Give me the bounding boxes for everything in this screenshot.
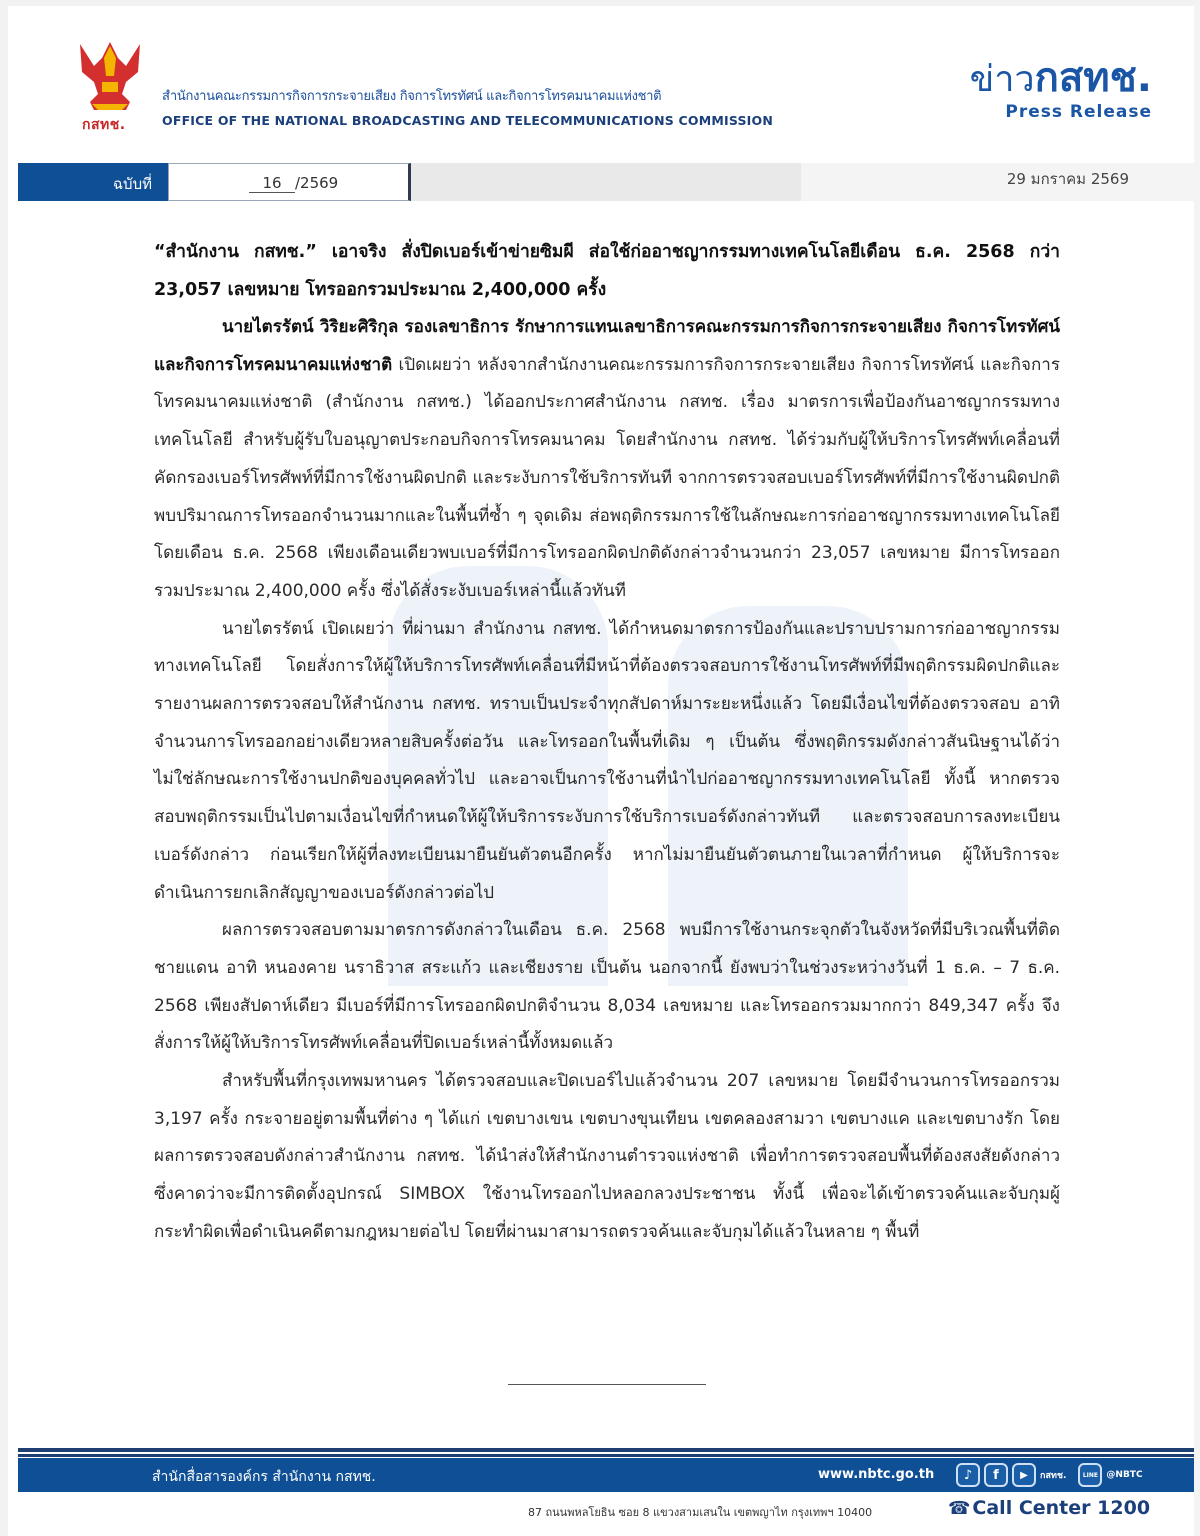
paragraph-2: นายไตรรัตน์ เปิดเผยว่า ที่ผ่านมา สำนักงาน กสทช. ได้กำหนดมาตรการป้องกันและปราบปรามการก่ออาชญากรรมทางเทคโนโลยี โดยสั่งการให้ผู้ให้บริการโทรศัพท์เคลื่อนที่มีหน้าที่ต้องตรวจสอบการใช้งานโทรศัพท์ที่มีพฤติกรรมผิดปกติและรายงานผลการตรวจสอบให้สำนักงาน กสทช. ทราบเป็นประจำทุกสัปดาห์มาระยะหนึ่งแล้ว โดยมีเงื่อนไขที่ต้องตรวจสอบ อาทิ จำนวนการโทรออกอย่างเดียวหลายสิบครั้งต่อวัน และโทรออกในพื้นที่เดิม ๆ เป็นต้น ซึ่งพฤติกรรมดังกล่าวสันนิษฐานได้ว่าไม่ใช่ลักษณะการใช้งานปกติของบุคคลทั่วไป และอาจเป็นการใช้งานที่นำไปก่ออาชญากรรมทางเทคโนโลยี ทั้งนี้ หากตรวจสอบพฤติกรรมเป็นไปตามเงื่อนไขที่กำหนดให้ผู้ให้บริการระงับการใช้บริการเบอร์ดังกล่าวทันที และตรวจสอบการลงทะเบียนเบอร์ดังกล่าว ก่อนเรียกให้ผู้ที่ลงทะเบียนมายืนยันตัวตนอีกครั้ง หากไม่มายืนยันตัวตนภายในเวลาที่กำหนด ผู้ให้บริการจะดำเนินการยกเลิกสัญญาของเบอร์ดังกล่าวต่อไป xyxy=(154,618,1060,903)
paragraph-3: ผลการตรวจสอบตามมาตรการดังกล่าวในเดือน ธ.ค. 2568 พบมีการใช้งานกระจุกตัวในจังหวัดที่มีบริเวณพื้นที่ติดชายแดน อาทิ หนองคาย นราธิวาส สระแก้ว และเชียงราย เป็นต้น นอกจากนี้ ยังพบว่าในช่วงระหว่างวันที่ 1 ธ.ค. – 7 ธ.ค. 2568 เพียงสัปดาห์เดียว มีเบอร์ที่มีการโทรออกผิดปกติจำนวน 8,034 เลขหมาย และโทรออกรวมมากกว่า 849,347 ครั้ง จึงสั่งการให้ผู้ให้บริการโทรศัพท์เคลื่อนที่ปิดเบอร์เหล่านี้ทั้งหมดแล้ว xyxy=(154,920,1060,1054)
website-link[interactable]: www.nbtc.go.th xyxy=(818,1467,935,1482)
call-center-number: 1200 xyxy=(1097,1497,1151,1519)
issue-number xyxy=(249,174,338,193)
issue-date: 29 มกราคม 2569 xyxy=(1006,170,1129,188)
issue-label-box xyxy=(18,163,168,201)
end-divider xyxy=(508,1384,706,1385)
brand-prefix: ข่าว xyxy=(969,59,1035,100)
paragraph-4: สำหรับพื้นที่กรุงเทพมหานคร ได้ตรวจสอบและปิดเบอร์ไปแล้วจำนวน 207 เลขหมาย โดยมีจำนวนการโทรออกรวม 3,197 ครั้ง กระจายอยู่ตามพื้นที่ต่าง ๆ ได้แก่ เขตบางเขน เขตบางขุนเทียน เขตคลองสามวา เขตบางแค และเขตบางรัก โดยผลการตรวจสอบดังกล่าวสำนักงาน กสทช. ได้นำส่งให้สำนักงานตำรวจแห่งชาติ เพื่อทำการตรวจสอบพื้นที่ต้องสงสัยดังกล่าวซึ่งคาดว่าจะมีการติดตั้งอุปกรณ์ SIMBOX ใช้งานโทรออกไปหลอกลวงประชาชน ทั้งนี้ เพื่อจะได้เข้าตรวจค้นและจับกุมผู้กระทำผิดเพื่อดำเนินคดีตามกฎหมายต่อไป โดยที่ผ่านมาสามารถตรวจค้นและจับกุมได้แล้วในหลาย ๆ พื้นที่ xyxy=(154,1071,1060,1242)
brand-name: กสทช. xyxy=(1034,55,1152,101)
brand-title xyxy=(969,55,1152,101)
logo-label: กสทช. xyxy=(82,117,126,133)
footer-bar xyxy=(18,1458,1194,1492)
social-links xyxy=(956,1462,1151,1488)
call-center xyxy=(948,1497,1150,1519)
line-handle: @NBTC xyxy=(1106,1470,1143,1480)
brand-subtitle: Press Release xyxy=(1005,102,1152,122)
org-name-english: OFFICE OF THE NATIONAL BROADCASTING AND TELECOMMUNICATIONS COMMISSION xyxy=(162,113,774,128)
footer-org: สำนักสื่อสารองค์กร สำนักงาน กสทช. xyxy=(152,1469,376,1485)
letterhead xyxy=(8,6,1200,156)
facebook-icon[interactable]: f xyxy=(984,1463,1008,1487)
footer-rule xyxy=(18,1448,1194,1457)
paragraph-1 xyxy=(154,309,1060,611)
issue-year: /2569 xyxy=(295,174,339,192)
office-address: 87 ถนนพหลโยธิน ซอย 8 แขวงสามเสนใน เขตพญาไท กรุงเทพฯ 10400 xyxy=(528,1506,873,1519)
paragraph-1-text: เปิดเผยว่า หลังจากสำนักงานคณะกรรมการกิจการกระจายเสียง กิจการโทรทัศน์ และกิจการโทรคมนาคมแห่งชาติ (สำนักงาน กสทช.) ได้ออกประกาศสำนักงาน กสทช. เรื่อง มาตรการเพื่อป้องกันอาชญากรรมทางเทคโนโลยี สำหรับผู้รับใบอนุญาตประกอบกิจการโทรคมนาคม โดยสำนักงาน กสทช. ได้ร่วมกับผู้ให้บริการโทรศัพท์เคลื่อนที่คัดกรองเบอร์โทรศัพท์ที่มีการใช้งานผิดปกติ และระงับการใช้บริการทันที จากการตรวจสอบเบอร์โทรศัพท์ที่มีการใช้งานผิดปกติ พบปริมาณการโทรออกจำนวนมากและในพื้นที่ซ้ำ ๆ จุดเดิม ส่อพฤติกรรมการใช้ในลักษณะการก่ออาชญากรรมทางเทคโนโลยี โดยเดือน ธ.ค. 2568 เพียงเดือนเดียวพบเบอร์ที่มีการโทรออกผิดปกติดังกล่าวจำนวนกว่า 23,057 เลขหมาย มีการโทรออกรวมประมาณ 2,400,000 ครั้ง ซึ่งได้สั่งระงับเบอร์เหล่านี้แล้วทันที xyxy=(154,354,1060,601)
issue-number-box xyxy=(168,163,411,201)
article-body xyxy=(154,234,1060,1252)
issue-spacer xyxy=(411,163,801,201)
issue-label: ฉบับที่ xyxy=(112,175,152,193)
youtube-handle: กสทช. xyxy=(1040,1471,1067,1481)
youtube-icon[interactable]: ▶ xyxy=(1012,1463,1036,1487)
org-name-thai: สำนักงานคณะกรรมการกิจการกระจายเสียง กิจการโทรทัศน์ และกิจการโทรคมนาคมแห่งชาติ xyxy=(162,89,662,104)
paragraph-1-lead: นายไตรรัตน์ วิริยะศิริกุล รองเลขาธิการ รักษาการแทนเลขาธิการคณะกรรมการกิจการกระจายเสียง กิจการโทรทัศน์ และกิจการโทรคมนาคมแห่งชาติ xyxy=(154,317,1060,375)
line-icon[interactable]: LINE xyxy=(1078,1463,1102,1487)
tiktok-icon[interactable]: ♪ xyxy=(956,1463,980,1487)
issue-date-box xyxy=(801,163,1194,201)
call-center-label: Call Center xyxy=(972,1497,1091,1519)
phone-icon: ☎ xyxy=(948,1498,971,1519)
headline: “สำนักงาน กสทช.” เอาจริง สั่งปิดเบอร์เข้าข่ายซิมผี ส่อใช้ก่ออาชญากรรมทางเทคโนโลยีเดือน ธ.ค. 2568 กว่า 23,057 เลขหมาย โทรออกรวมประมาณ 2,400,000 ครั้ง xyxy=(154,242,1060,300)
press-release-brand xyxy=(969,55,1152,122)
issue-number-value: 16 xyxy=(249,174,295,193)
issue-bar xyxy=(18,163,1194,201)
